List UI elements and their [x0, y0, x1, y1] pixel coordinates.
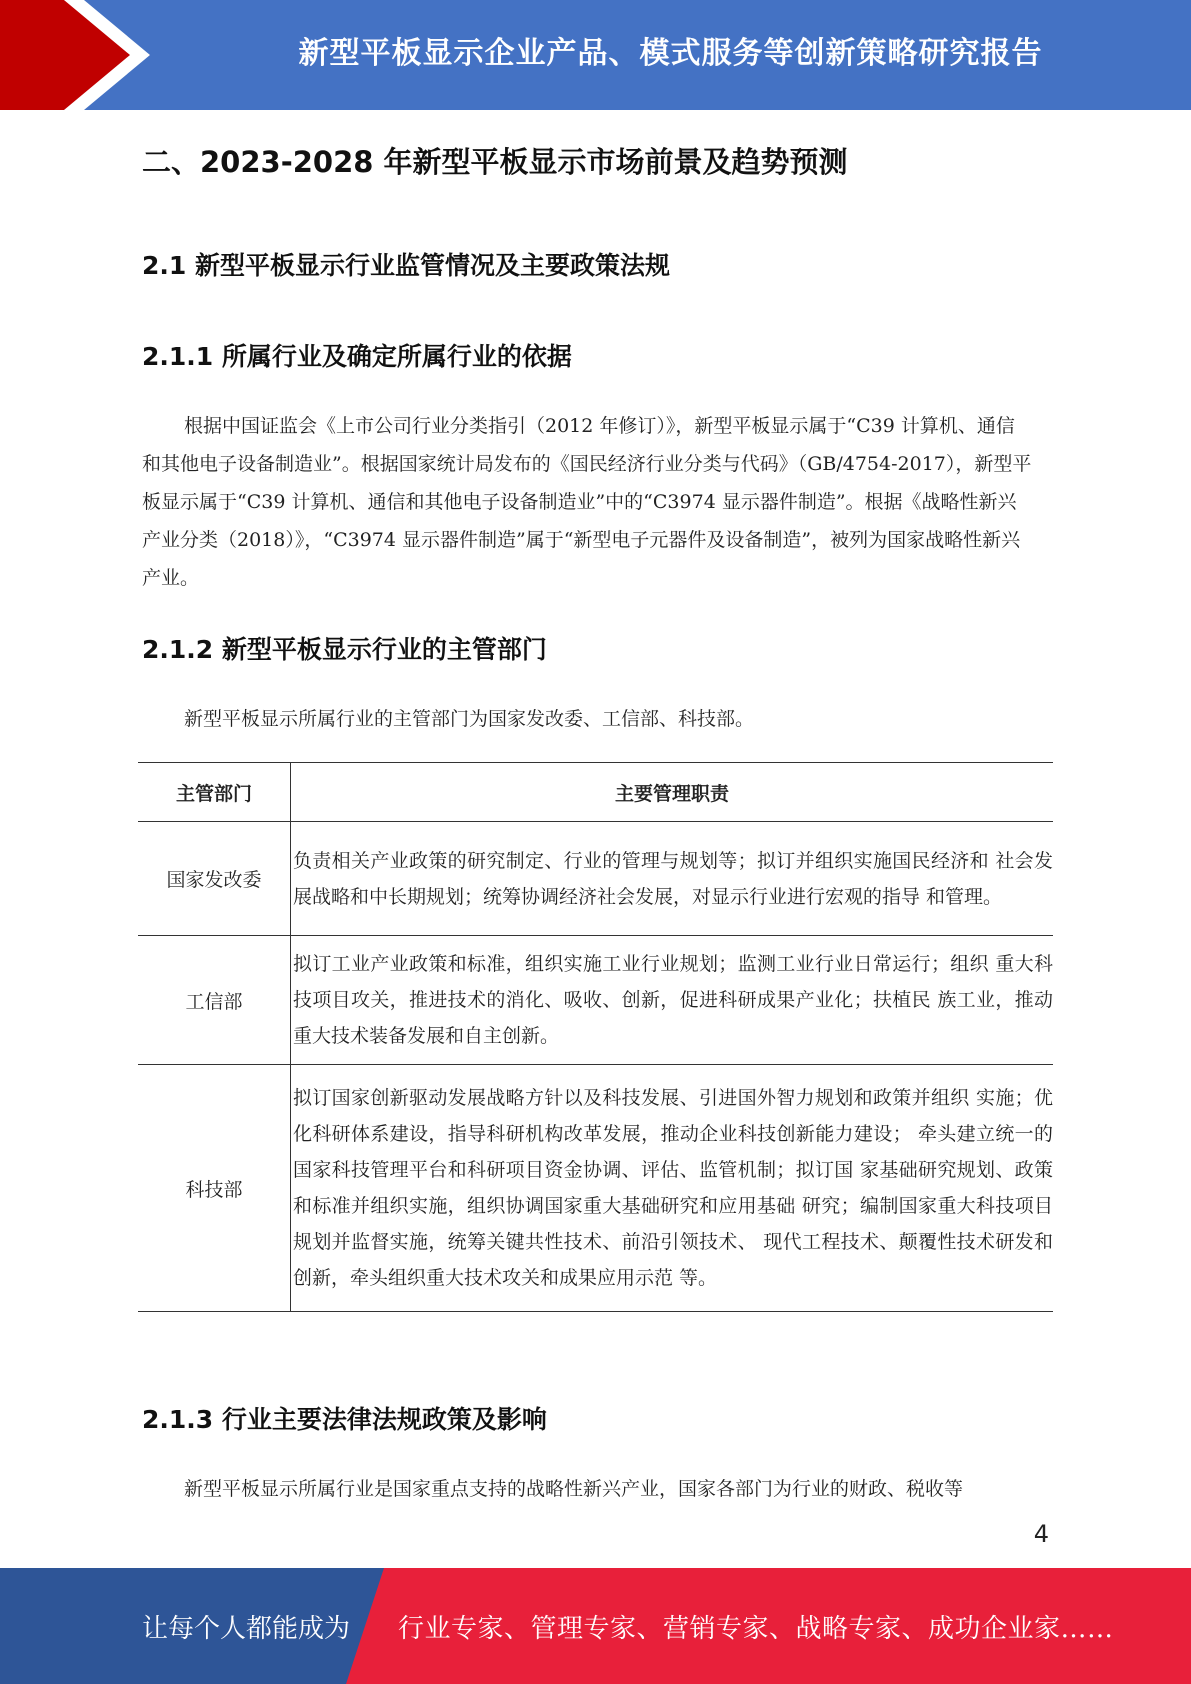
heading-2-1-2: 2.1.2 新型平板显示行业的主管部门 [142, 635, 547, 664]
table-cell-dept: 国家发改委 [138, 822, 291, 936]
table-row [138, 936, 1053, 1065]
table-cell-duty: 拟订工业产业政策和标准，组织实施工业行业规划；监测工业行业日常运行；组织 重大科技项目攻关，推进技术的消化、吸收、创新，促进科研成果产业化；扶植民 族工业，推动重大技术装备发展和自主创新。 [291, 936, 1054, 1065]
header-chevron-graphic [0, 0, 150, 110]
table-header-dept: 主管部门 [138, 763, 291, 822]
heading-2-1-3: 2.1.3 行业主要法律法规政策及影响 [142, 1405, 547, 1434]
table-cell-duty: 负责相关产业政策的研究制定、行业的管理与规划等；拟订并组织实施国民经济和 社会发展战略和中长期规划；统筹协调经济社会发展，对显示行业进行宏观的指导 和管理。 [291, 822, 1054, 936]
table-header-row [138, 763, 1053, 822]
table-header-duty: 主要管理职责 [291, 763, 1054, 822]
table-cell-dept: 工信部 [138, 936, 291, 1065]
table-row [138, 822, 1053, 936]
paragraph-2-1-2: 新型平板显示所属行业的主管部门为国家发改委、工信部、科技部。 [184, 708, 755, 730]
department-duties-table [138, 762, 1053, 1312]
page-footer [0, 1568, 1191, 1684]
section-title: 二、2023-2028 年新型平板显示市场前景及趋势预测 [142, 145, 848, 179]
footer-slogan-right: 行业专家、管理专家、营销专家、战略专家、成功企业家…… [398, 1613, 1114, 1644]
paragraph-2-1-3: 新型平板显示所属行业是国家重点支持的战略性新兴产业，国家各部门为行业的财政、税收等 [184, 1478, 964, 1500]
table-cell-dept: 科技部 [138, 1065, 291, 1312]
page-number: 4 [1033, 1520, 1049, 1548]
header-title: 新型平板显示企业产品、模式服务等创新策略研究报告 [298, 36, 1043, 71]
subsection-title: 2.1 新型平板显示行业监管情况及主要政策法规 [142, 251, 670, 280]
table-cell-duty: 拟订国家创新驱动发展战略方针以及科技发展、引进国外智力规划和政策并组织 实施；优化科研体系建设，指导科研机构改革发展，推动企业科技创新能力建设； 牵头建立统一的国家科技管理平台和科研项目资金协调、评估、监管机制；拟订国 家基础研究规划、政策和标准并组织实施，组织协调国家重大基础研究和应用基础 研究；编制国家重大科技项目规划并监督实施，统筹关键共性技术、前沿引领技术、 现代工程技术、颠覆性技术研发和创新，牵头组织重大技术攻关和成果应用示范 等。 [291, 1065, 1054, 1312]
footer-slogan-left: 让每个人都能成为 [142, 1613, 351, 1644]
heading-2-1-1: 2.1.1 所属行业及确定所属行业的依据 [142, 342, 572, 371]
paragraph-2-1-1: 根据中国证监会《上市公司行业分类指引（2012 年修订）》，新型平板显示属于“C39 计算机、通信和其他电子设备制造业”。根据国家统计局发布的《国民经济行业分类与代码》（GB/4754-2017），新型平板显示属于“C39 计算机、通信和其他电子设备制造业”中的“C3974 显示器件制造”。根据《战略性新兴产业分类（2018）》，“C3974 显示器件制造”属于“新型电子元器件及设备制造”，被列为国家战略性新兴产业。 [142, 415, 1032, 589]
table-row [138, 1065, 1053, 1312]
page-header [0, 0, 1191, 110]
